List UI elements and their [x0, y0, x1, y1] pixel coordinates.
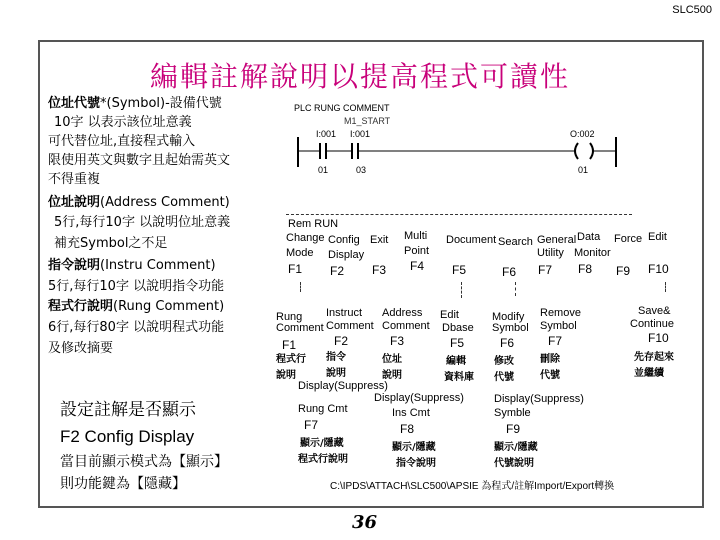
sub-address: Address — [382, 307, 423, 319]
disp-ins-cmt: Ins Cmt — [392, 407, 430, 419]
sub-cn-5b: 代號 — [494, 372, 514, 383]
menu-document[interactable]: Document — [446, 234, 497, 246]
sub-cn-3a: 位址 — [382, 354, 402, 365]
disp-symble: Symble — [494, 407, 531, 419]
symbol-heading-bold: 位址代號 — [48, 96, 101, 111]
sub-modify: Modify — [492, 311, 525, 323]
fkey-f1[interactable]: F1 — [288, 262, 303, 276]
sub-cn-4b: 資料庫 — [444, 372, 474, 383]
disp-cn-1b: 程式行說明 — [298, 454, 348, 465]
contact2-bit: 03 — [356, 165, 367, 175]
fkey-f6[interactable]: F6 — [502, 265, 517, 279]
menu-change: Change — [286, 232, 325, 244]
fkey-f9[interactable]: F9 — [616, 264, 631, 278]
sub-dbase: Dbase — [442, 322, 474, 334]
menu-config[interactable]: Config — [328, 234, 360, 246]
disp-fkey-f8[interactable]: F8 — [400, 422, 415, 436]
symbol-line-4: 不得重複 — [48, 172, 101, 187]
fkey-f8[interactable]: F8 — [578, 262, 593, 276]
sub-cn-1a: 程式行 — [276, 354, 306, 365]
rung-line-2: 及修改摘要 — [48, 341, 114, 356]
symbol-label: M1_START — [344, 116, 391, 126]
sub-comment-2: Comment — [326, 320, 374, 332]
rung-heading — [48, 300, 224, 313]
connector-f5 — [461, 282, 462, 298]
sub-continue: Continue — [630, 318, 675, 330]
sub-cn-2a: 指令 — [326, 352, 346, 363]
disp-cn-2b: 指令說明 — [396, 458, 436, 469]
connector-f10 — [665, 282, 666, 292]
menu-monitor: Monitor — [574, 247, 611, 259]
sub-fkey-f6[interactable]: F6 — [500, 336, 515, 350]
address-line-2: 補充Symbol之不足 — [54, 236, 168, 251]
address-heading — [48, 196, 230, 209]
sub-instruct: Instruct — [326, 307, 363, 319]
sub-fkey-f5[interactable]: F5 — [450, 336, 465, 350]
sub-edit: Edit — [440, 309, 459, 321]
address-heading-rest: (Address Comment) — [100, 195, 230, 210]
fkey-f7[interactable]: F7 — [538, 263, 553, 277]
display-line-1: 設定註解是否顯示 — [60, 400, 196, 420]
sub-symbol-1: Symbol — [492, 322, 529, 334]
sub-fkey-f1[interactable]: F1 — [282, 338, 297, 352]
fkey-f4[interactable]: F4 — [410, 259, 425, 273]
fkey-f5[interactable]: F5 — [452, 263, 467, 277]
menu-data[interactable]: Data — [577, 231, 601, 243]
sub-fkey-f7[interactable]: F7 — [548, 334, 563, 348]
menu-exit[interactable]: Exit — [370, 234, 389, 246]
mode-text: Rem RUN — [288, 218, 339, 230]
contact1-address: I:001 — [316, 129, 337, 139]
disp-fkey-f7[interactable]: F7 — [304, 418, 319, 432]
sub-cn-7a: 先存起來 — [634, 352, 674, 363]
sub-fkey-f3[interactable]: F3 — [390, 334, 405, 348]
page-number: 36 — [352, 512, 378, 533]
sub-symbol-2: Symbol — [540, 320, 577, 332]
rung-line-1: 6行,每行80字 以說明程式功能 — [48, 320, 225, 335]
menu-edit[interactable]: Edit — [648, 231, 667, 243]
menu-general[interactable]: General — [537, 234, 577, 246]
disp-ins-label: Display(Suppress) — [374, 392, 464, 404]
sub-fkey-f2[interactable]: F2 — [334, 334, 349, 348]
instr-heading — [48, 259, 216, 272]
display-line-3: 當目前顯示模式為【顯示】 — [60, 454, 228, 470]
symbol-heading — [48, 97, 222, 110]
symbol-line-3: 限使用英文與數字且起始需英文 — [48, 153, 231, 168]
disp-sym-label: Display(Suppress) — [494, 393, 584, 405]
menu-multi[interactable]: Multi — [404, 230, 428, 242]
coil-bit: 01 — [578, 165, 589, 175]
menu-point: Point — [404, 245, 430, 257]
sub-cn-1b: 說明 — [276, 370, 296, 381]
sub-comment-1: Comment — [276, 322, 324, 334]
display-line-4: 則功能鍵為【隱藏】 — [60, 476, 186, 492]
slide-title: 編輯註解說明以提高程式可讀性 — [149, 60, 570, 93]
disp-cn-3b: 代號說明 — [494, 458, 534, 469]
menu-search[interactable]: Search — [498, 236, 533, 248]
sub-comment-3: Comment — [382, 320, 430, 332]
disp-rung-label: Display(Suppress) — [298, 380, 388, 392]
menu-separator — [286, 214, 632, 215]
contact2-address: I:001 — [350, 129, 371, 139]
symbol-heading-rest: *(Symbol)-設備代號 — [100, 96, 222, 111]
instr-heading-bold: 指令說明 — [48, 258, 101, 273]
sub-cn-6b: 代號 — [540, 370, 560, 381]
disp-cn-2a: 顯示/隱藏 — [392, 442, 436, 453]
menu-force[interactable]: Force — [614, 233, 643, 245]
sub-remove: Remove — [540, 307, 581, 319]
ladder-rung — [286, 137, 646, 167]
sub-cn-2b: 說明 — [326, 368, 346, 379]
fkey-f3[interactable]: F3 — [372, 263, 387, 277]
menu-mode: Mode — [286, 247, 314, 259]
connector-f6 — [515, 282, 516, 296]
display-line-2: F2 Config Display — [60, 427, 195, 446]
rung-heading-bold: 程式行說明 — [48, 299, 114, 314]
menu-utility: Utility — [537, 247, 564, 259]
sub-cn-4a: 編輯 — [446, 356, 466, 367]
symbol-line-1: 10字 以表示該位址意義 — [54, 115, 192, 130]
contact1-bit: 01 — [318, 165, 329, 175]
instr-heading-rest: (Instru Comment) — [100, 258, 216, 273]
disp-rung-cmt: Rung Cmt — [298, 403, 348, 415]
sub-save: Save& — [638, 305, 671, 317]
sub-rung: Rung — [276, 311, 303, 323]
path-note: C:\IPDS\ATTACH\SLC500\APSIE 為程式/註解Import/Export轉換 — [330, 481, 615, 492]
coil-address: O:002 — [570, 129, 595, 139]
sub-cn-7b: 並繼續 — [634, 368, 664, 379]
symbol-line-2: 可代替位址,直接程式輸入 — [48, 134, 196, 149]
corner-label: SLC500 — [672, 4, 712, 16]
disp-cn-3a: 顯示/隱藏 — [494, 442, 538, 453]
sub-cn-3b: 說明 — [382, 370, 402, 381]
sub-f10[interactable]: F10 — [648, 331, 669, 345]
sub-cn-6a: 刪除 — [540, 354, 560, 365]
rung-heading-rest: (Rung Comment) — [113, 299, 225, 314]
fkey-f2[interactable]: F2 — [330, 264, 345, 278]
ladder-panel — [286, 103, 646, 211]
disp-cn-1a: 顯示/隱藏 — [300, 438, 344, 449]
connector-f1 — [300, 282, 301, 292]
sub-cn-5a: 修改 — [494, 356, 514, 367]
rung-comment-label: PLC RUNG COMMENT — [294, 103, 390, 113]
menu-display: Display — [328, 249, 365, 261]
fkey-f10[interactable]: F10 — [648, 262, 669, 276]
address-heading-bold: 位址說明 — [48, 195, 101, 210]
address-line-1: 5行,每行10字 以說明位址意義 — [54, 215, 231, 230]
disp-fkey-f9[interactable]: F9 — [506, 422, 521, 436]
instr-line-1: 5行,每行10字 以說明指令功能 — [48, 279, 225, 294]
